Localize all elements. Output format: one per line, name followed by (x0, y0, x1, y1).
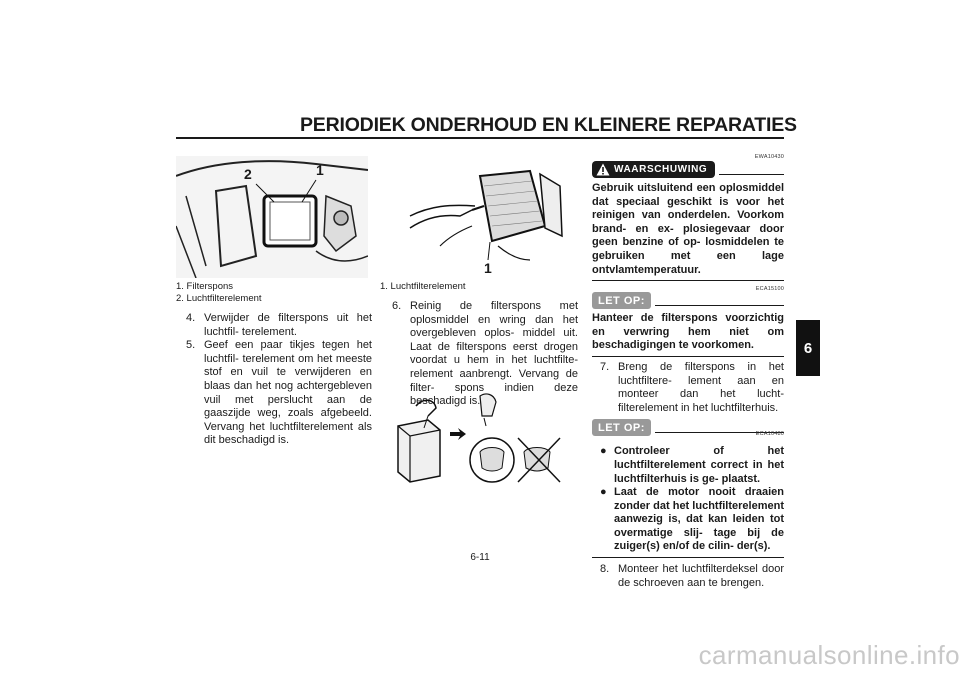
figure-air-filter-installed (176, 156, 368, 278)
bullet-dot: ● (600, 486, 607, 499)
bullet-item (600, 445, 784, 486)
step-7 (600, 361, 784, 415)
step-number: 8. (600, 563, 610, 576)
caption-line: 2. Luchtfilterelement (176, 293, 262, 304)
figure1-captions (176, 281, 366, 305)
warning-label: WAARSCHUWING (614, 164, 708, 175)
bullet-text: Laat de motor nooit draaien zonder dat het luchtfilterelement aanwezig is, dat kan leiden tot overmatige slij- tage bij de zuiger(s) en/of de cilin- der(s). (614, 486, 784, 553)
header-rule (176, 137, 784, 139)
compressed-air-illustration (380, 156, 576, 278)
caution2-badge (592, 419, 651, 436)
bullet-item (600, 486, 784, 554)
solvent-wash-illustration (388, 386, 578, 486)
step-4 (186, 312, 372, 339)
warning-rule (719, 174, 784, 175)
col3 (592, 154, 784, 590)
warning-end-rule (592, 280, 784, 281)
caption-line: 1. Filterspons (176, 281, 234, 292)
caution1-code: ECA15100 (755, 286, 784, 293)
col1-steps (186, 312, 372, 448)
callout-2: 2 (244, 166, 252, 182)
step-text: Breng de filterspons in het luchtfiltere- lement aan en monteer dan het lucht- filterelement in het luchtfilterhuis. (618, 360, 784, 414)
chapter-tab-label: 6 (803, 339, 813, 357)
caution2-bullets (600, 445, 784, 554)
warning-code: EWA10430 (754, 154, 784, 160)
page-title: PERIODIEK ONDERHOUD EN KLEINERE REPARATIES (300, 114, 797, 136)
caution2-code: ECA10480 (755, 431, 784, 438)
bullet-dot: ● (600, 445, 607, 458)
step-number: 4. (186, 312, 196, 324)
step-text: Monteer het luchtfilterdeksel door de schroeven aan te brengen. (618, 563, 784, 589)
figure-solvent-wash (388, 386, 578, 486)
step-number: 6. (392, 300, 402, 312)
page-number: 6-11 (470, 552, 490, 563)
step-8 (600, 563, 784, 590)
caution1-header (592, 292, 784, 309)
warning-badge (592, 161, 715, 178)
caution2-end-rule (592, 557, 784, 558)
callout-1: 1 (316, 162, 324, 178)
step-text: Verwijder de filterspons uit het luchtfil- terelement. (204, 312, 372, 338)
watermark: carmanualsonline.info (698, 640, 960, 670)
warning-triangle-icon (596, 163, 610, 176)
caution1-text: Hanteer de filterspons voorzichtig en verwring hem niet om beschadigingen te voorkomen. (592, 312, 784, 352)
step-5 (186, 339, 372, 448)
caution2-label: LET OP: (598, 421, 645, 434)
figure-blow-filter (380, 156, 576, 278)
caution1-label: LET OP: (598, 294, 645, 307)
caution2-header (592, 419, 784, 436)
figure2-caption: 1. Luchtfilterelement (380, 281, 466, 292)
air-filter-illustration (176, 156, 368, 278)
step-text: Reinig de filterspons met oplosmiddel en wring dan het overgebleven oplos- middel uit. Laat de filterspons eerst drogen voordat u hem in het luchtfilte- relement aanbrengt. Vervang de filter- spons indien deze beschadigd is. (410, 300, 578, 408)
chapter-tab (796, 320, 820, 376)
caution1-rule (655, 305, 784, 306)
step-number: 5. (186, 339, 196, 352)
callout-1: 1 (484, 260, 492, 276)
caution1-badge (592, 292, 651, 309)
bullet-text: Controleer of het luchtfilterelement correct in het luchtfilterhuis is ge- plaatst. (614, 445, 784, 485)
warning-text: Gebruik uitsluitend een oplosmiddel dat speciaal geschikt is voor het reinigen van onderdelen. Voorkom brand- en ex- plosiegevaar door geen benzine of op- losmiddelen te gebruiken met een lage ontvlamtemperatuur. (592, 182, 784, 276)
warning-header (592, 161, 784, 178)
caution1-end-rule (592, 356, 784, 357)
step-text: Geef een paar tikjes tegen het luchtfil- terelement om het meeste stof en vuil te verwijderen en blaas dan het nog achtergebleven vuil met perslucht aan de gaaszijde weg, zoals afgebeeld. Vervang het luchtfilterelement als dit beschadigd is. (204, 339, 372, 447)
step-number: 7. (600, 360, 610, 373)
